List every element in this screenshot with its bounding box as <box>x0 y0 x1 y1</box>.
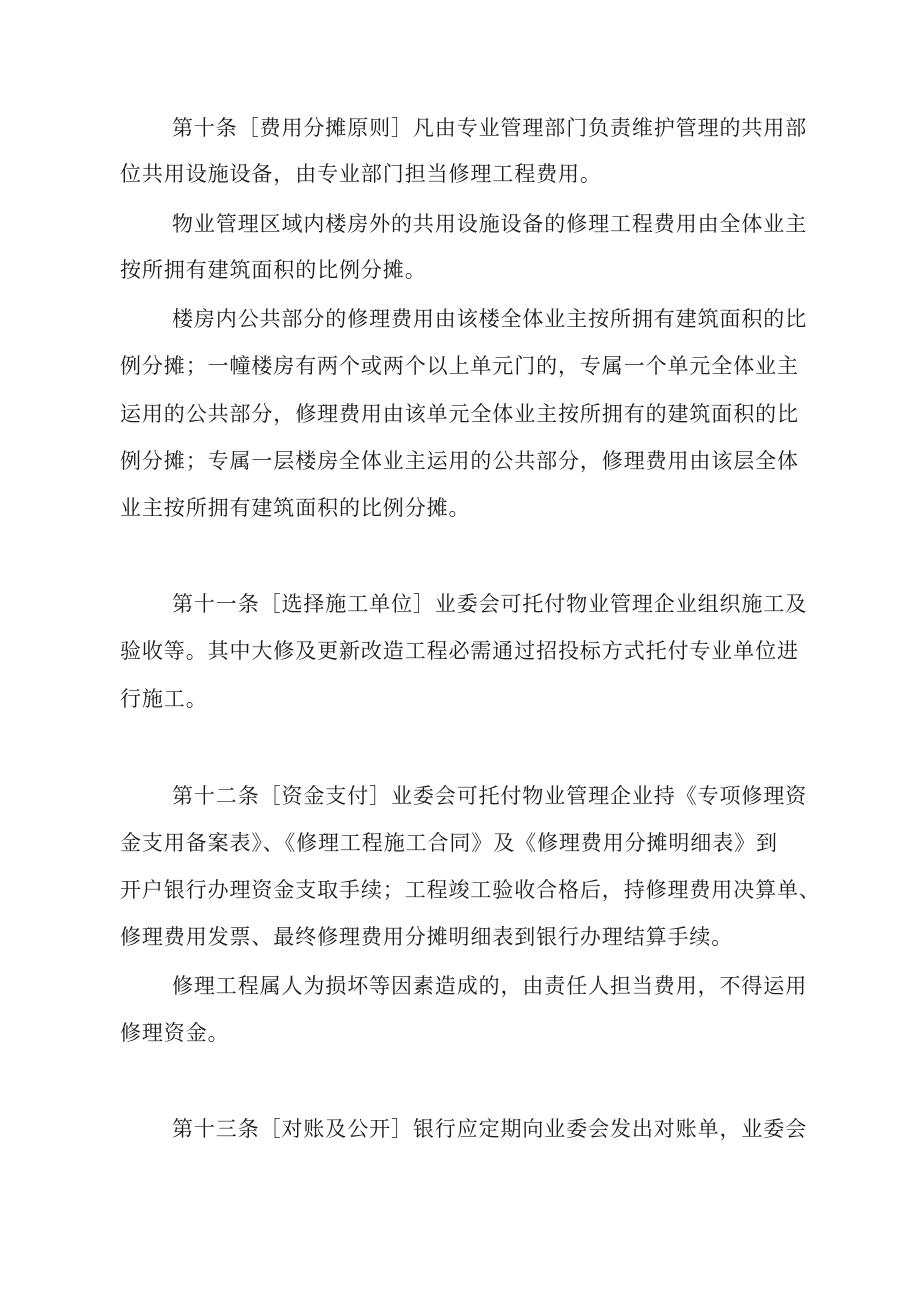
paragraph-line: 例分摊；一幢楼房有两个或两个以上单元门的，专属一个单元全体业主 <box>120 354 799 378</box>
paragraph-line: 第十三条［对账及公开］银行应定期向业委会发出对账单，业委会 <box>172 1117 808 1141</box>
paragraph-line: 开户银行办理资金支取手续；工程竣工验收合格后，持修理费用决算单、 <box>120 878 821 902</box>
paragraph-line: 物业管理区域内楼房外的共用设施设备的修理工程费用由全体业主 <box>172 212 808 236</box>
paragraph-line: 按所拥有建筑面积的比例分摊。 <box>120 258 427 282</box>
paragraph-line: 验收等。其中大修及更新改造工程必需通过招投标方式托付专业单位进 <box>120 639 799 663</box>
paragraph-line: 位共用设施设备，由专业部门担当修理工程费用。 <box>120 162 602 186</box>
paragraph-line: 修理资金。 <box>120 1021 230 1045</box>
paragraph-line: 金支用备案表》、《修理工程施工合同》及《修理费用分摊明细表》到 <box>120 831 778 855</box>
paragraph-line: 运用的公共部分，修理费用由该单元全体业主按所拥有的建筑面积的比 <box>120 402 799 426</box>
paragraph-line: 行施工。 <box>120 687 208 711</box>
paragraph-line: 修理工程属人为损坏等因素造成的，由责任人担当费用，不得运用 <box>172 974 808 998</box>
paragraph-line: 楼房内公共部分的修理费用由该楼全体业主按所拥有建筑面积的比 <box>172 307 808 331</box>
paragraph-line: 第十二条［资金支付］业委会可托付物业管理企业持《专项修理资 <box>172 784 808 808</box>
paragraph-line: 第十一条［选择施工单位］业委会可托付物业管理企业组织施工及 <box>172 592 808 616</box>
paragraph-line: 修理费用发票、最终修理费用分摊明细表到银行办理结算手续。 <box>120 925 734 949</box>
paragraph-line: 第十条［费用分摊原则］凡由专业管理部门负责维护管理的共用部 <box>172 116 808 140</box>
paragraph-line: 业主按所拥有建筑面积的比例分摊。 <box>120 496 471 520</box>
paragraph-line: 例分摊；专属一层楼房全体业主运用的公共部分，修理费用由该层全体 <box>120 449 799 473</box>
